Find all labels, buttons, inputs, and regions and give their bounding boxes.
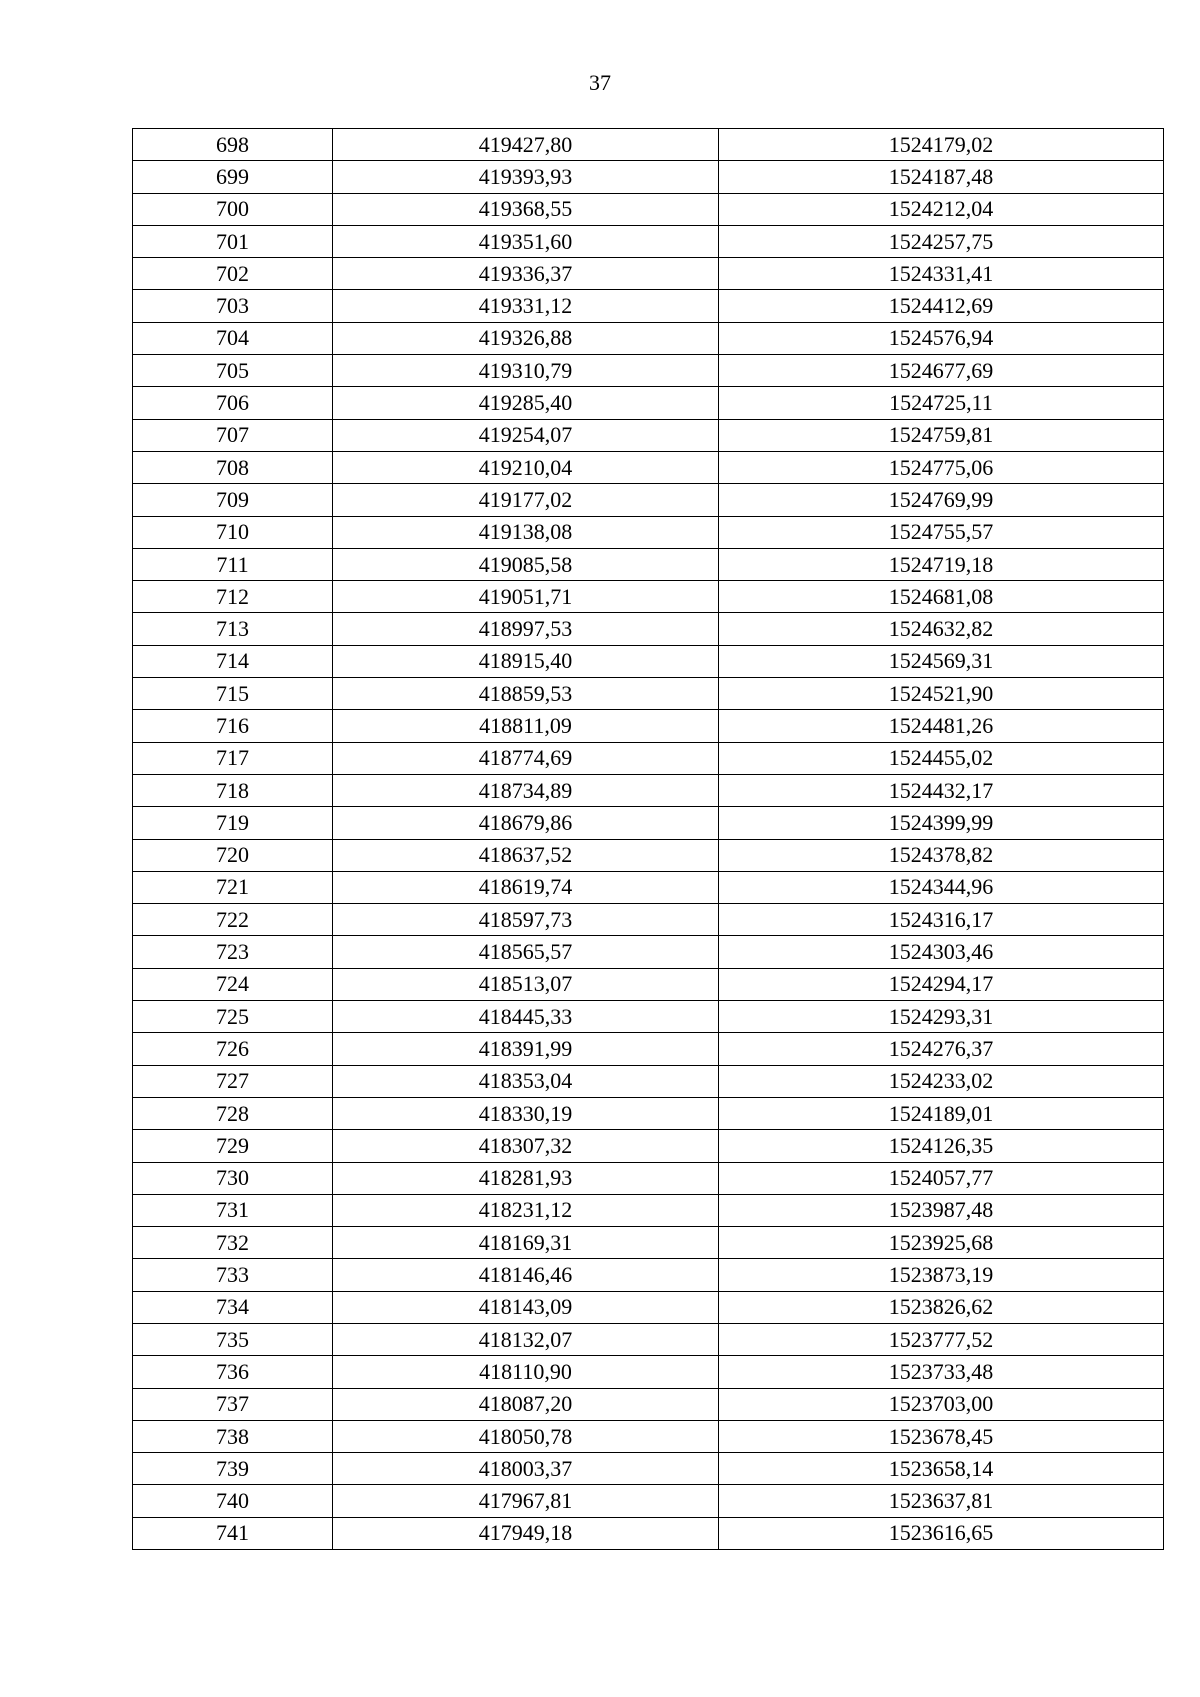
- table-row: [133, 1323, 1164, 1355]
- point-number-cell: 740: [133, 1485, 333, 1517]
- x-coordinate-cell: 419285,40: [333, 387, 719, 419]
- x-coordinate-cell: 419427,80: [333, 129, 719, 161]
- table-row: [133, 419, 1164, 451]
- y-coordinate-cell: 1524455,02: [719, 742, 1164, 774]
- point-number-cell: 730: [133, 1162, 333, 1194]
- point-number-cell: 717: [133, 742, 333, 774]
- table-row: [133, 1453, 1164, 1485]
- point-number-cell: 738: [133, 1420, 333, 1452]
- y-coordinate-cell: 1524378,82: [719, 839, 1164, 871]
- x-coordinate-cell: 418132,07: [333, 1323, 719, 1355]
- y-coordinate-cell: 1524576,94: [719, 322, 1164, 354]
- table-row: [133, 645, 1164, 677]
- point-number-cell: 728: [133, 1097, 333, 1129]
- x-coordinate-cell: 418087,20: [333, 1388, 719, 1420]
- y-coordinate-cell: 1524233,02: [719, 1065, 1164, 1097]
- table-row: [133, 710, 1164, 742]
- y-coordinate-cell: 1524759,81: [719, 419, 1164, 451]
- x-coordinate-cell: 418734,89: [333, 774, 719, 806]
- y-coordinate-cell: 1524126,35: [719, 1130, 1164, 1162]
- table-row: [133, 904, 1164, 936]
- x-coordinate-cell: 418330,19: [333, 1097, 719, 1129]
- point-number-cell: 705: [133, 355, 333, 387]
- point-number-cell: 713: [133, 613, 333, 645]
- point-number-cell: 725: [133, 1001, 333, 1033]
- y-coordinate-cell: 1524293,31: [719, 1001, 1164, 1033]
- x-coordinate-cell: 418146,46: [333, 1259, 719, 1291]
- y-coordinate-cell: 1524399,99: [719, 807, 1164, 839]
- point-number-cell: 723: [133, 936, 333, 968]
- point-number-cell: 727: [133, 1065, 333, 1097]
- y-coordinate-cell: 1524775,06: [719, 451, 1164, 483]
- table-row: [133, 1420, 1164, 1452]
- y-coordinate-cell: 1524769,99: [719, 484, 1164, 516]
- y-coordinate-cell: 1523987,48: [719, 1194, 1164, 1226]
- table-row: [133, 1097, 1164, 1129]
- table-row: [133, 161, 1164, 193]
- table-row: [133, 129, 1164, 161]
- y-coordinate-cell: 1524521,90: [719, 678, 1164, 710]
- point-number-cell: 721: [133, 871, 333, 903]
- y-coordinate-cell: 1524057,77: [719, 1162, 1164, 1194]
- point-number-cell: 739: [133, 1453, 333, 1485]
- y-coordinate-cell: 1523637,81: [719, 1485, 1164, 1517]
- point-number-cell: 716: [133, 710, 333, 742]
- x-coordinate-cell: 418679,86: [333, 807, 719, 839]
- point-number-cell: 722: [133, 904, 333, 936]
- x-coordinate-cell: 418050,78: [333, 1420, 719, 1452]
- point-number-cell: 704: [133, 322, 333, 354]
- table-row: [133, 225, 1164, 257]
- table-row: [133, 387, 1164, 419]
- x-coordinate-cell: 419177,02: [333, 484, 719, 516]
- y-coordinate-cell: 1524344,96: [719, 871, 1164, 903]
- table-row: [133, 1259, 1164, 1291]
- point-number-cell: 718: [133, 774, 333, 806]
- point-number-cell: 734: [133, 1291, 333, 1323]
- x-coordinate-cell: 418811,09: [333, 710, 719, 742]
- table-row: [133, 1194, 1164, 1226]
- table-row: [133, 968, 1164, 1000]
- y-coordinate-cell: 1524755,57: [719, 516, 1164, 548]
- table-row: [133, 193, 1164, 225]
- point-number-cell: 702: [133, 258, 333, 290]
- y-coordinate-cell: 1523733,48: [719, 1356, 1164, 1388]
- x-coordinate-cell: 418859,53: [333, 678, 719, 710]
- x-coordinate-cell: 419310,79: [333, 355, 719, 387]
- y-coordinate-cell: 1524677,69: [719, 355, 1164, 387]
- point-number-cell: 701: [133, 225, 333, 257]
- point-number-cell: 736: [133, 1356, 333, 1388]
- x-coordinate-cell: 418110,90: [333, 1356, 719, 1388]
- table-row: [133, 871, 1164, 903]
- point-number-cell: 724: [133, 968, 333, 1000]
- table-row: [133, 936, 1164, 968]
- x-coordinate-cell: 419326,88: [333, 322, 719, 354]
- point-number-cell: 700: [133, 193, 333, 225]
- y-coordinate-cell: 1524331,41: [719, 258, 1164, 290]
- x-coordinate-cell: 418003,37: [333, 1453, 719, 1485]
- coordinates-table: [132, 128, 1164, 1550]
- point-number-cell: 729: [133, 1130, 333, 1162]
- table-row: [133, 322, 1164, 354]
- point-number-cell: 708: [133, 451, 333, 483]
- x-coordinate-cell: 419085,58: [333, 548, 719, 580]
- table-row: [133, 290, 1164, 322]
- y-coordinate-cell: 1523873,19: [719, 1259, 1164, 1291]
- x-coordinate-cell: 418231,12: [333, 1194, 719, 1226]
- x-coordinate-cell: 419368,55: [333, 193, 719, 225]
- point-number-cell: 719: [133, 807, 333, 839]
- table-row: [133, 839, 1164, 871]
- y-coordinate-cell: 1524412,69: [719, 290, 1164, 322]
- y-coordinate-cell: 1523658,14: [719, 1453, 1164, 1485]
- y-coordinate-cell: 1523777,52: [719, 1323, 1164, 1355]
- x-coordinate-cell: 418391,99: [333, 1033, 719, 1065]
- point-number-cell: 706: [133, 387, 333, 419]
- point-number-cell: 741: [133, 1517, 333, 1549]
- y-coordinate-cell: 1523616,65: [719, 1517, 1164, 1549]
- table-body: [133, 129, 1164, 1550]
- point-number-cell: 711: [133, 548, 333, 580]
- table-row: [133, 484, 1164, 516]
- table-row: [133, 742, 1164, 774]
- page-number: 37: [589, 70, 611, 95]
- y-coordinate-cell: 1524632,82: [719, 613, 1164, 645]
- table-row: [133, 774, 1164, 806]
- y-coordinate-cell: 1524569,31: [719, 645, 1164, 677]
- y-coordinate-cell: 1524725,11: [719, 387, 1164, 419]
- table-row: [133, 807, 1164, 839]
- table-row: [133, 678, 1164, 710]
- table-row: [133, 1388, 1164, 1420]
- table-row: [133, 1291, 1164, 1323]
- table-row: [133, 581, 1164, 613]
- x-coordinate-cell: 418353,04: [333, 1065, 719, 1097]
- x-coordinate-cell: 418565,57: [333, 936, 719, 968]
- point-number-cell: 703: [133, 290, 333, 322]
- x-coordinate-cell: 418169,31: [333, 1227, 719, 1259]
- x-coordinate-cell: 418281,93: [333, 1162, 719, 1194]
- x-coordinate-cell: 418997,53: [333, 613, 719, 645]
- x-coordinate-cell: 418619,74: [333, 871, 719, 903]
- x-coordinate-cell: 418915,40: [333, 645, 719, 677]
- x-coordinate-cell: 418774,69: [333, 742, 719, 774]
- point-number-cell: 699: [133, 161, 333, 193]
- table-row: [133, 1130, 1164, 1162]
- y-coordinate-cell: 1524212,04: [719, 193, 1164, 225]
- point-number-cell: 726: [133, 1033, 333, 1065]
- point-number-cell: 714: [133, 645, 333, 677]
- y-coordinate-cell: 1524681,08: [719, 581, 1164, 613]
- y-coordinate-cell: 1523678,45: [719, 1420, 1164, 1452]
- table-row: [133, 516, 1164, 548]
- table-row: [133, 258, 1164, 290]
- table-row: [133, 548, 1164, 580]
- y-coordinate-cell: 1524316,17: [719, 904, 1164, 936]
- table-row: [133, 1517, 1164, 1549]
- y-coordinate-cell: 1524719,18: [719, 548, 1164, 580]
- x-coordinate-cell: 419138,08: [333, 516, 719, 548]
- y-coordinate-cell: 1523826,62: [719, 1291, 1164, 1323]
- y-coordinate-cell: 1523925,68: [719, 1227, 1164, 1259]
- x-coordinate-cell: 419051,71: [333, 581, 719, 613]
- table-row: [133, 1485, 1164, 1517]
- point-number-cell: 715: [133, 678, 333, 710]
- y-coordinate-cell: 1524189,01: [719, 1097, 1164, 1129]
- point-number-cell: 737: [133, 1388, 333, 1420]
- x-coordinate-cell: 419336,37: [333, 258, 719, 290]
- point-number-cell: 710: [133, 516, 333, 548]
- x-coordinate-cell: 418637,52: [333, 839, 719, 871]
- y-coordinate-cell: 1524481,26: [719, 710, 1164, 742]
- x-coordinate-cell: 417967,81: [333, 1485, 719, 1517]
- x-coordinate-cell: 419254,07: [333, 419, 719, 451]
- table-row: [133, 1162, 1164, 1194]
- x-coordinate-cell: 418307,32: [333, 1130, 719, 1162]
- table-row: [133, 1065, 1164, 1097]
- y-coordinate-cell: 1524276,37: [719, 1033, 1164, 1065]
- x-coordinate-cell: 418445,33: [333, 1001, 719, 1033]
- x-coordinate-cell: 418143,09: [333, 1291, 719, 1323]
- point-number-cell: 731: [133, 1194, 333, 1226]
- y-coordinate-cell: 1523703,00: [719, 1388, 1164, 1420]
- y-coordinate-cell: 1524303,46: [719, 936, 1164, 968]
- table-row: [133, 1227, 1164, 1259]
- y-coordinate-cell: 1524294,17: [719, 968, 1164, 1000]
- x-coordinate-cell: 419210,04: [333, 451, 719, 483]
- table-row: [133, 1033, 1164, 1065]
- table-row: [133, 355, 1164, 387]
- point-number-cell: 732: [133, 1227, 333, 1259]
- y-coordinate-cell: 1524257,75: [719, 225, 1164, 257]
- point-number-cell: 712: [133, 581, 333, 613]
- table-row: [133, 613, 1164, 645]
- x-coordinate-cell: 419351,60: [333, 225, 719, 257]
- point-number-cell: 733: [133, 1259, 333, 1291]
- y-coordinate-cell: 1524187,48: [719, 161, 1164, 193]
- point-number-cell: 698: [133, 129, 333, 161]
- x-coordinate-cell: 419331,12: [333, 290, 719, 322]
- table-row: [133, 1001, 1164, 1033]
- x-coordinate-cell: 419393,93: [333, 161, 719, 193]
- x-coordinate-cell: 417949,18: [333, 1517, 719, 1549]
- y-coordinate-cell: 1524432,17: [719, 774, 1164, 806]
- point-number-cell: 720: [133, 839, 333, 871]
- table-row: [133, 1356, 1164, 1388]
- x-coordinate-cell: 418597,73: [333, 904, 719, 936]
- y-coordinate-cell: 1524179,02: [719, 129, 1164, 161]
- point-number-cell: 735: [133, 1323, 333, 1355]
- table-row: [133, 451, 1164, 483]
- point-number-cell: 709: [133, 484, 333, 516]
- x-coordinate-cell: 418513,07: [333, 968, 719, 1000]
- point-number-cell: 707: [133, 419, 333, 451]
